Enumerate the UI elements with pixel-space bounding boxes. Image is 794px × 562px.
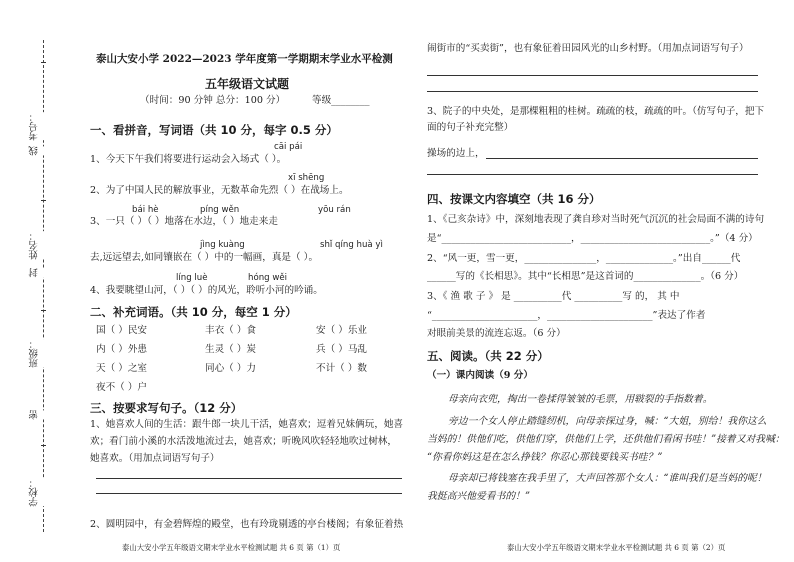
idiom-cell: 丰衣（ ）食 <box>205 325 257 336</box>
reading-para: 当妈的！供他们吃，供他们穿，供他们上学，还供他们看闲书哇！”接着又对我喊： <box>427 434 785 445</box>
s4-q1b: 是“___________________________，___________________________。”（4 分） <box>427 233 758 244</box>
s3-q3-line: 3、院子的中央处，是那棵粗粗的桂树。疏疏的枝，疏疏的叶。（仿写句子，把下 <box>427 106 765 117</box>
s4-q1a: 1、《己亥杂诗》中，深刻地表现了龚自珍对当时死气沉沉的社会局面不满的诗句 <box>427 214 765 225</box>
page-footer-right: 泰山大安小学五年级语文期末学业水平检测试题 共 6 页 第（2）页 <box>507 543 726 552</box>
s3-q1-line: 欢；看门前小溪的水活泼地流过去，她喜欢；听晚风吹轻轻地吹过树林， <box>90 436 397 447</box>
s3-q2-line: 2、圆明园中，有金碧辉煌的殿堂，也有玲珑剔透的亭台楼阁；有象征着热 <box>90 519 404 530</box>
s1-line3c: 4、我要眺望山河，（ ）（ ）的风光，聆听小河的吟诵。 <box>90 285 323 296</box>
idiom-cell: 国（ ）民安 <box>96 325 148 336</box>
pinyin: bái hè <box>132 205 159 215</box>
binding-tick <box>41 445 46 446</box>
s4-q2b: ______写的《长相思》。其中“长相思”是这首词的______________。（6 分） <box>427 271 744 282</box>
idiom-cell: 不计（ ）数 <box>316 363 368 374</box>
pinyin: xī shēng <box>288 173 325 183</box>
name-label: 姓名： <box>29 231 59 259</box>
class-label: 班级： <box>29 339 59 367</box>
s4-q3a: 3、《 渔 歌 子 》 是 __________代 __________写 的， 其 中 <box>427 291 680 302</box>
s3-q2-continued: 闹街市的“买卖街”，也有象征着田园风光的山乡村野。（用加点词语写句子） <box>427 43 749 54</box>
pinyin: jìng kuàng <box>200 240 245 250</box>
pinyin: cāi pái <box>274 142 303 152</box>
paper-title: 五年级语文试题 <box>205 77 290 91</box>
seal-mark-feng: 封 <box>29 268 59 277</box>
pinyin: píng wěn <box>200 205 240 215</box>
s1-line1: 1、今天下午我们将要进行运动会入场式（ ）。 <box>90 154 287 165</box>
pinyin: yōu rán <box>318 205 351 215</box>
idiom-cell: 天（ ）之室 <box>96 363 148 374</box>
page-footer-left: 泰山大安小学五年级语文期末学业水平检测试题 共 6 页 第（1）页 <box>122 543 341 552</box>
seal-mark-mi: 密 <box>29 410 59 419</box>
section2-heading: 二、补充词语。（共 10 分，每空 1 分） <box>90 305 297 319</box>
reading-para: 旁边一个女人停止踏缝纫机，向母亲探过身，喊：“大姐，别给！我你这么 <box>448 416 767 427</box>
idiom-cell: 夜不（ ）户 <box>96 382 148 393</box>
idiom-cell: 兵（ ）马乱 <box>316 344 368 355</box>
reading-para: 我挺高兴他爱看书的！” <box>427 491 530 502</box>
grade-field[interactable]: 等级________ <box>312 95 370 106</box>
idiom-cell: 安（ ）乐业 <box>316 325 368 336</box>
s1-line3b: 去,远远望去,如同镶嵌在（ ）中的一幅画，真是（ ）。 <box>90 252 319 263</box>
binding-tick <box>41 310 46 311</box>
time-score: （时间：90 分钟 总分：100 分） <box>140 95 286 106</box>
binding-tick <box>41 200 46 201</box>
answer-line[interactable] <box>427 174 758 175</box>
s4-q3c: 对眼前美景的流连忘返。（6 分） <box>427 328 566 339</box>
pinyin: líng luè <box>176 273 208 283</box>
pinyin: shǐ qíng huà yì <box>320 240 383 250</box>
idiom-cell: 同心（ ）力 <box>205 363 257 374</box>
s3-q1-line: 她喜欢。（用加点词语写句子） <box>90 453 220 464</box>
pinyin: hóng wěi <box>248 273 288 283</box>
s4-q2a: 2、“风一更，雪一更，_______________，______________。”出自______代 <box>427 253 741 264</box>
s3-q3-prompt: 操场的边上， <box>427 148 485 159</box>
seal-mark-line: 线 <box>29 146 59 155</box>
section5-heading: 五、阅读。（共 22 分） <box>427 349 549 363</box>
school-label: 学校： <box>29 478 59 506</box>
answer-line[interactable] <box>486 158 758 159</box>
s1-line3a: 3、一只（ ）（ ）地落在水边，（ ）地走来走 <box>90 216 278 227</box>
s3-q1-line: 1、她喜欢人间的生活：跟牛郎一块儿干活，她喜欢；逗着兄妹俩玩，她喜 <box>90 419 404 430</box>
s5-subheading: （一）课内阅读（9 分） <box>427 370 533 381</box>
answer-line[interactable] <box>96 493 402 494</box>
s4-q3b: “______________________，______________________”表达了作者 <box>427 310 706 321</box>
section3-heading: 三、按要求写句子。（12 分） <box>90 401 243 415</box>
s3-q3-line: 面的句子补充完整） <box>427 122 514 133</box>
answer-line[interactable] <box>427 91 758 92</box>
binding-tick <box>41 62 46 63</box>
idiom-cell: 生灵（ ）炭 <box>205 344 257 355</box>
school-exam-title: 泰山大安小学 2022—2023 学年度第一学期期末学业水平检测 <box>96 53 393 65</box>
answer-line[interactable] <box>427 75 758 76</box>
reading-para: 母亲向衣兜，掏出一卷揉得皱皱的毛票，用皲裂的手指数着。 <box>448 394 713 405</box>
s1-line2: 2、为了中国人民的解放事业，无数革命先烈（ ）在战场上。 <box>90 185 349 196</box>
idiom-cell: 内（ ）外患 <box>96 344 148 355</box>
section4-heading: 四、按课文内容填空（共 16 分） <box>427 192 601 206</box>
student-id-label: 考号： <box>29 112 59 140</box>
answer-line[interactable] <box>96 478 402 479</box>
reading-para: “你看你妈这是在怎么挣钱？你忍心那钱要钱买书哇？” <box>427 452 663 463</box>
reading-para: 母亲却已将钱塞在我手里了，大声回答那个女人：“谁叫我们是当妈的呢！ <box>448 473 767 484</box>
section1-heading: 一、看拼音，写词语（共 10 分，每字 0.5 分） <box>90 123 338 137</box>
